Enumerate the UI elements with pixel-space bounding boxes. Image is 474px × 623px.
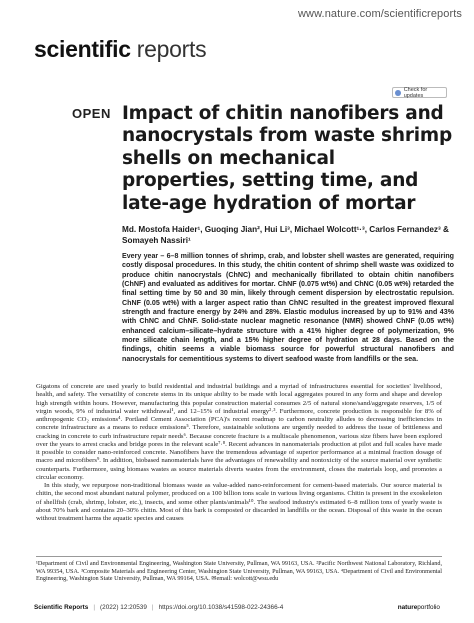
publisher-bold: nature bbox=[397, 604, 418, 611]
update-icon bbox=[395, 90, 401, 96]
body-paragraph: Gigatons of concrete are used yearly to build residential and industrial buildings and a myriad of infrastructures essential for societies' livelihood, health, and safety. The versatility of concrete stems in its unique ability to be made with local aggregates poured in any form and shape and develop high strength within hours. However, manufacturing this popular construction material consumes 2/5 of natural stone/sand/aggregate reserves, 1/5 of virgin woods, 9% of industrial water withdrawal¹, and 12–15% of industrial energy²·³. Furthermore, concrete production is responsible for 8% of anthropogenic CO₂ emissions⁴. Portland Cement Association (PCA)'s recent roadmap to carbon neutrality alludes to decreasing inefficiencies in concrete infrastructure as a means to reduce emissions⁵. Therefore, sustainable solutions are urgently needed to address the issue of brittleness and cracking in concrete to curb infrastructure repair needs⁶. Because concrete fracture is a multiscale phenomenon, various size fibers have been explored over the years to arrest cracks and bridge pores in the relevant scale⁷·⁸. Recent advances in nanomaterials production at pilot and full scales have made it possible to consider nano-reinforced concrete. Nanofibers have the tremendous advantage of superior performance at a minimal fraction dosage of macro and microfibers⁹. In addition, biobased nanomaterials have the advantages of renewability and nontoxicity of the source material over synthetic counterparts. Furthermore, using biomass wastes as source materials diverts wastes from the environment, closes the materials loop, and promotes a circular economy. bbox=[36, 383, 442, 481]
journal-url[interactable]: www.nature.com/scientificreports bbox=[298, 8, 462, 20]
article-authors: Md. Mostofa Haider¹, Guoqing Jian², Hui Li³, Michael Wolcott¹·³, Carlos Fernandez³ & Somayeh Nassiri¹ bbox=[122, 225, 449, 245]
footer-separator: | bbox=[151, 604, 154, 611]
footer-doi[interactable]: https://doi.org/10.1038/s41598-022-24366-4 bbox=[158, 604, 284, 611]
body-paragraph: In this study, we repurpose non-traditional biomass waste as value-added nano-reinforcement for cement-based materials. Our source material is chitin, the second most abundant natural polymer, produced on a 100 billion tons scale in various living organisms. Chitin is present in the exoskeleton of shellfish (crab, shrimp, lobster, etc.), insects, and some other plants/animals¹⁰. The seafood industry's estimated 6–8 million tons of yearly waste is about 70% bark and contains 20–30% chitin. Most of this bark is composted or discarded in landfills or the ocean. Disposal of this waste in the ocean without treatment harms the aquatic species and causes bbox=[36, 482, 442, 522]
footer-separator: | bbox=[93, 604, 96, 611]
article-body bbox=[36, 383, 442, 523]
article-title: Impact of chitin nanofibers and nanocrystals from waste shrimp shells on mechanical properties, setting time, and late-age hydration of mortar bbox=[122, 103, 452, 214]
journal-name-bold: scientific bbox=[34, 36, 131, 62]
journal-logo bbox=[34, 36, 206, 63]
publisher-light: portfolio bbox=[417, 604, 440, 611]
check-for-updates-button[interactable] bbox=[392, 87, 447, 98]
page-footer bbox=[34, 604, 440, 611]
open-access-label: OPEN bbox=[72, 106, 111, 121]
footer-journal: Scientific Reports bbox=[34, 604, 89, 611]
check-for-updates-label: Check for updates bbox=[403, 86, 428, 99]
footer-citation: (2022) 12:20539 bbox=[100, 604, 147, 611]
author-affiliations: ¹Department of Civil and Environmental Engineering, Washington State University, Pullman, WA 99163, USA. ²Pacific Northwest National Laboratory, Richland, WA 99354, USA. ³Composite Materials and Engineering Center, Washington State University, Pullman, WA 99163, USA. ⁴Department of Civil and Environmental Engineering, Washington State University, Pullman, WA 99164, USA. ✉email: wolcott@wsu.edu bbox=[36, 560, 442, 583]
publisher-logo bbox=[398, 604, 440, 611]
top-bar bbox=[0, 0, 474, 26]
article-abstract: Every year – 6–8 million tonnes of shrimp, crab, and lobster shell wastes are generated, requiring costly disposal procedures. In this study, the chitin content of shrimp shell waste was oxidized to produce chitin nanocrystals (ChNC) and mechanically fibrillated to obtain chitin nanofibers (ChNF) and evaluated as additives for mortar. ChNF (0.075 wt%) and ChNC (0.05 wt%) retarded the final setting time by 50 and 30 min, likely through cement dispersion by electrostatic repulsion. ChNF (0.05 wt%) with a larger aspect ratio than ChNC resulted in the greatest improved flexural strength and fracture energy by 24% and 28%. Elastic modulus increased by up to 91% and 43% with ChNC and ChNF. Solid-state nuclear magnetic resonance (NMR) showed ChNF (0.05 wt%) enhanced calcium–silicate–hydrate structure with a 41% higher degree of polymerization, 9% more silicate chain length, and a 15% higher degree of hydration at 28 days. Based on the findings, chitin seems a viable biomass source for powerful structural nanofibers and nanocrystals for cementitious systems to divert seafood waste from landfills or the sea. bbox=[122, 252, 454, 363]
journal-name-light: reports bbox=[130, 36, 207, 62]
affiliations-divider bbox=[36, 556, 442, 557]
